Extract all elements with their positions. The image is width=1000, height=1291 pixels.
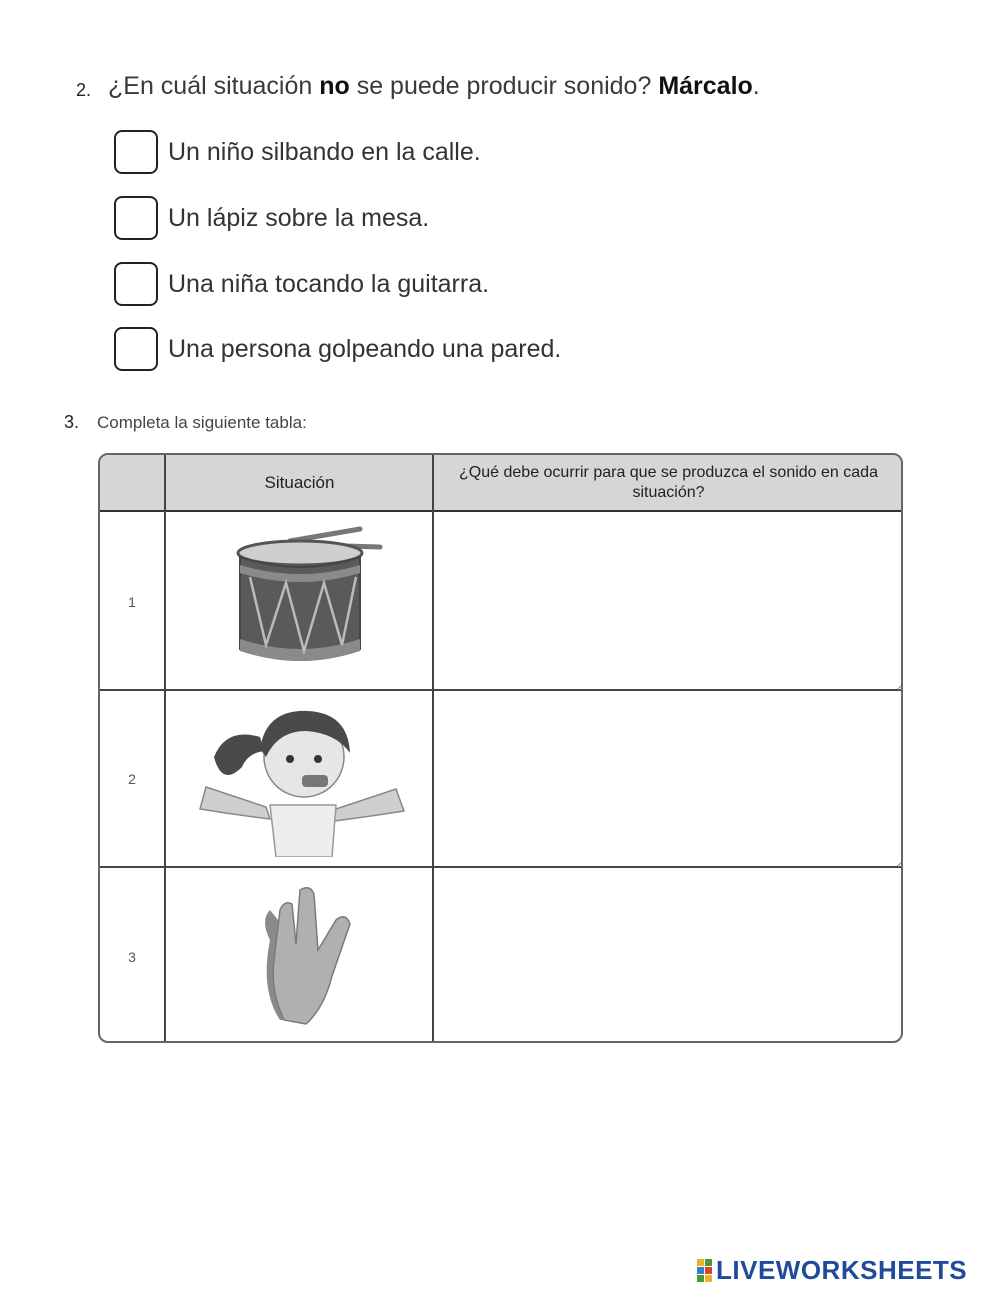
option-2[interactable] xyxy=(114,194,634,242)
girl-whistle-icon xyxy=(186,697,416,857)
column-divider xyxy=(164,455,166,1041)
header-situacion: Situación xyxy=(264,472,335,492)
option-4[interactable] xyxy=(114,325,634,373)
question-3-number: 3. xyxy=(64,412,80,432)
option-3-label: Una niña tocando la guitarra. xyxy=(168,269,490,298)
drum-icon xyxy=(230,521,390,673)
logo-blocks-icon xyxy=(697,1259,712,1282)
question-2-number: 2. xyxy=(76,80,92,100)
row-3-number: 3 xyxy=(128,949,136,965)
option-1-checkbox[interactable] xyxy=(114,130,158,174)
prompt-bold-instruction: Márcalo xyxy=(658,72,753,100)
row-1-answer[interactable] xyxy=(436,515,903,691)
clapping-hands-icon xyxy=(240,880,370,1030)
row-2-answer[interactable] xyxy=(436,692,903,868)
option-3[interactable] xyxy=(114,260,634,308)
question-3-prompt: Completa la siguiente tabla: xyxy=(97,413,307,432)
row-3-answer[interactable] xyxy=(436,869,903,1043)
row-1-number: 1 xyxy=(128,594,136,610)
option-4-label: Una persona golpeando una pared. xyxy=(168,334,562,363)
header-question: ¿Qué debe ocurrir para que se produzca el sonido en cada situación? xyxy=(459,463,878,501)
logo-text: LIVEWORKSHEETS xyxy=(716,1254,968,1285)
option-3-checkbox[interactable] xyxy=(114,262,158,306)
prompt-bold-no: no xyxy=(319,72,350,100)
situations-table xyxy=(98,453,903,1043)
option-1-label: Un niño silbando en la calle. xyxy=(168,137,481,166)
option-2-label: Un lápiz sobre la mesa. xyxy=(168,203,430,232)
liveworksheets-logo xyxy=(697,1255,967,1285)
prompt-part-1: ¿En cuál situación xyxy=(108,72,320,100)
option-4-checkbox[interactable] xyxy=(114,327,158,371)
row-2-number: 2 xyxy=(128,771,136,787)
column-divider xyxy=(432,455,434,1041)
option-2-checkbox[interactable] xyxy=(114,196,158,240)
prompt-end: . xyxy=(752,72,760,100)
option-1[interactable] xyxy=(114,128,634,176)
prompt-part-2: se puede producir sonido? xyxy=(349,72,659,100)
question-2-prompt xyxy=(108,72,760,101)
